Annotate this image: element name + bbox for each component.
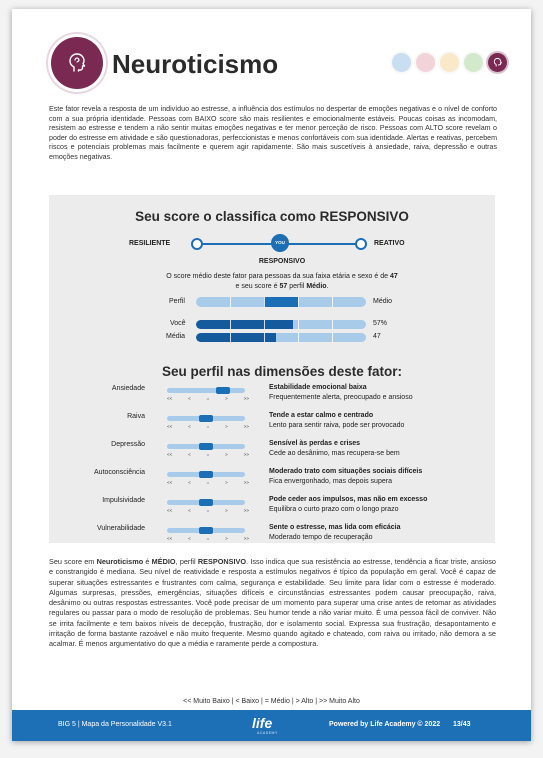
tick-symbol: << xyxy=(167,536,173,541)
summary-part: Seu score em xyxy=(49,557,97,566)
dimension-marker xyxy=(216,387,230,394)
tick-symbol: < xyxy=(188,424,191,429)
dimension-bar xyxy=(167,528,245,533)
dimension-headline: Moderado trato com situações sociais difíceis xyxy=(269,468,423,475)
current-profile-label: RESPONSIVO xyxy=(258,258,306,265)
dimension-description: Moderado tempo de recuperação xyxy=(269,534,373,541)
media-label: Média xyxy=(166,333,186,340)
dimension-headline: Pode ceder aos impulsos, mas não em excesso xyxy=(269,496,428,503)
factor-dot xyxy=(440,53,459,72)
perfil-tick xyxy=(332,297,333,307)
tick-symbol: >> xyxy=(243,480,249,485)
dimension-ticks xyxy=(167,536,249,541)
profile-value: Médio xyxy=(306,283,327,290)
dimension-bar xyxy=(167,472,245,477)
avg-value: 47 xyxy=(389,273,398,280)
voce-bar xyxy=(196,320,366,329)
summary-part: , perfil xyxy=(175,557,198,566)
tick-symbol: >> xyxy=(243,396,249,401)
report-page xyxy=(12,9,531,741)
dimension-name: Vulnerabilidade xyxy=(97,525,145,532)
tick-symbol: = xyxy=(206,424,210,429)
dimension-ticks xyxy=(167,452,249,457)
dimension-description: Frequentemente alerta, preocupado e ansioso xyxy=(269,394,413,401)
summary-text xyxy=(49,557,496,650)
factor-dot-active xyxy=(488,53,507,72)
dimension-description: Fica envergonhado, mas depois supera xyxy=(269,478,392,485)
perfil-value: Médio xyxy=(373,298,393,305)
page-number: 13/43 xyxy=(453,721,471,728)
tick-symbol: >> xyxy=(243,508,249,513)
voce-tick xyxy=(298,320,299,329)
tick-symbol: = xyxy=(206,536,210,541)
logo-subtext: ACADEMY xyxy=(257,731,278,735)
media-tick xyxy=(332,333,333,342)
average-text: O score médio deste fator para pessoas da sua faixa etária e sexo é de 47 e seu score é 57 perfil Médio. xyxy=(166,273,398,290)
neuroticism-badge xyxy=(51,37,103,89)
dimension-bar xyxy=(167,416,245,421)
dimension-headline: Sente o estresse, mas lida com eficácia xyxy=(269,524,401,531)
dimension-description: Lento para sentir raiva, pode ser provocado xyxy=(269,422,405,429)
tick-symbol: < xyxy=(188,452,191,457)
summary-factor: Neuroticismo xyxy=(96,557,144,566)
voce-tick xyxy=(332,320,333,329)
tick-symbol: << xyxy=(167,424,173,429)
tick-symbol: << xyxy=(167,508,173,513)
score-title-prefix: Seu score o classifica como xyxy=(135,209,320,224)
life-academy-logo: life xyxy=(252,715,273,731)
dimension-name: Autoconsciência xyxy=(94,469,145,476)
media-tick xyxy=(298,333,299,342)
dimension-headline: Tende a estar calmo e centrado xyxy=(269,412,374,419)
footer-right: Powered by Life Academy © 2022 xyxy=(329,721,441,728)
page-title: Neuroticismo xyxy=(112,49,279,79)
factor-dot xyxy=(416,53,435,72)
dimension-headline: Estabilidade emocional baixa xyxy=(269,384,367,391)
intro-text: Este fator revela a resposta de um indivíduo ao estresse, a influência dos estímulos no despertar de emoções negativas e o nível de conforto com a sua própria identidade. Pessoas com BAIXO score são mais resilientes e emocionalmente estáveis. Poucas coisas as incomodam, resistem ao estresse e tendem a não sentir muitas emoções negativas e ter menor perceção de risco. Pessoas com ALTO score revelam o poder do estresse em atividade e são questionadoras, perfeccionistas e menos confortáveis com sua identidade. Alertas e reativas, percebem riscos e potenciais problemas mais facilmente e querem agir rapidamente. São mais suscetíveis à ansiedade, raiva, depressão e outras emoções negativas. xyxy=(49,105,497,161)
scale-right-label: REATIVO xyxy=(374,240,405,247)
tick-symbol: << xyxy=(167,480,173,485)
voce-label: Você xyxy=(170,320,186,327)
tick-symbol: > xyxy=(225,424,228,429)
score-title xyxy=(49,209,495,224)
dimensions-title: Seu perfil nas dimensões deste fator: xyxy=(161,364,403,379)
factor-dot xyxy=(392,53,411,72)
dimension-name: Raiva xyxy=(127,413,145,420)
perfil-tick xyxy=(264,297,265,307)
factor-dot xyxy=(464,53,483,72)
head-mind-icon xyxy=(65,51,89,75)
tick-symbol: = xyxy=(206,480,210,485)
user-score: 57 xyxy=(279,283,288,290)
dimension-bar xyxy=(167,444,245,449)
tick-symbol: >> xyxy=(243,424,249,429)
footer xyxy=(12,710,531,741)
tick-symbol: < xyxy=(188,396,191,401)
tick-symbol: > xyxy=(225,508,228,513)
dimension-name: Impulsividade xyxy=(102,497,145,504)
tick-symbol: = xyxy=(206,396,210,401)
tick-symbol: = xyxy=(206,452,210,457)
dimension-name: Ansiedade xyxy=(111,385,145,392)
summary-profile: RESPONSIVO xyxy=(197,557,247,566)
tick-symbol: << xyxy=(167,396,173,401)
scale-right-ring xyxy=(355,238,367,250)
scale-left-ring xyxy=(191,238,203,250)
summary-level: MÉDIO xyxy=(151,557,176,566)
footer-left: BIG 5 | Mapa da Personalidade V3.1 xyxy=(58,721,172,728)
media-tick xyxy=(264,333,265,342)
media-bar xyxy=(196,333,366,342)
tick-symbol: < xyxy=(188,536,191,541)
score-title-value: RESPONSIVO xyxy=(319,209,409,224)
dimension-marker xyxy=(199,443,213,450)
perfil-tick xyxy=(298,297,299,307)
dimension-headline: Sensível às perdas e crises xyxy=(269,440,361,447)
dimension-marker xyxy=(199,499,213,506)
tick-symbol: >> xyxy=(243,452,249,457)
dimension-ticks xyxy=(167,396,249,401)
dimension-marker xyxy=(199,471,213,478)
dimension-ticks xyxy=(167,508,249,513)
avg-text-3: perfil xyxy=(287,283,307,290)
tick-symbol: > xyxy=(225,452,228,457)
tick-symbol: < xyxy=(188,508,191,513)
media-tick xyxy=(230,333,231,342)
dimension-ticks xyxy=(167,424,249,429)
dimension-bar xyxy=(167,500,245,505)
voce-bar-fill xyxy=(196,320,293,329)
summary-part: é xyxy=(143,557,152,566)
perfil-tick xyxy=(230,297,231,307)
dimension-description: Cede ao desânimo, mas recupera-se bem xyxy=(269,450,400,457)
head-mind-icon xyxy=(492,57,503,68)
dimension-ticks xyxy=(167,480,249,485)
avg-text-1: O score médio deste fator para pessoas da sua faixa etária e sexo é de xyxy=(166,273,390,280)
avg-text-2: e seu score é xyxy=(235,283,280,290)
perfil-segment xyxy=(264,297,298,307)
factor-indicator-dots xyxy=(392,53,507,72)
perfil-label: Perfil xyxy=(169,298,185,305)
dimension-marker xyxy=(199,415,213,422)
perfil-bar xyxy=(196,297,366,307)
scale-left-label: RESILIENTE xyxy=(129,240,171,247)
you-marker: YOU xyxy=(271,234,289,252)
dimension-description: Equilibra o curto prazo com o longo prazo xyxy=(269,506,399,513)
tick-symbol: >> xyxy=(243,536,249,541)
voce-tick xyxy=(264,320,265,329)
dimension-marker xyxy=(199,527,213,534)
dimension-name: Depressão xyxy=(111,441,145,448)
summary-rest: . Isso indica que sua resistência ao estresse, tendência a ficar triste, ansioso e constrangido é mediana. Seu nível de reatividade e resposta a estímulos negativos é típico da população em geral. Você é capaz de superar situações estressantes e frustrantes com calma, segurança e estabilidade. Seu limite para lidar com o estresse é moderado. Algumas surpresas, pressões, emergências, situações difíceis e circunstâncias estressantes podem causar preocupação, raiva, desânimo ou outras respostas estressantes. Você pode precisar de um momento para superar uma crise antes de retomar as atividades regulares ou passar para o modo de resolução de problemas. Seu humor tende a não variar muito. É uma pessoa fácil de conviver. Não se irrita facilmente e tem baixos níveis de decepção, frustração, dor e isolamento social. Expressa sua frustração, desapontamento e irritação de forma bastante razoável e não muito frequente. Mesmo quando agitado e chateado, com raiva ou irritado, não demora a se acalmar. É menos argumentativo do que a média e raramente perde a compostura. xyxy=(49,557,496,649)
voce-value: 57% xyxy=(373,320,388,327)
tick-symbol: > xyxy=(225,396,228,401)
tick-symbol: > xyxy=(225,536,228,541)
legend: << Muito Baixo | < Baixo | = Médio | > Alto | >> Muito Alto xyxy=(183,698,360,705)
dimension-bar xyxy=(167,388,245,393)
tick-symbol: = xyxy=(206,508,210,513)
tick-symbol: > xyxy=(225,480,228,485)
tick-symbol: < xyxy=(188,480,191,485)
tick-symbol: << xyxy=(167,452,173,457)
score-panel xyxy=(49,195,495,543)
media-value: 47 xyxy=(373,333,381,340)
voce-tick xyxy=(230,320,231,329)
